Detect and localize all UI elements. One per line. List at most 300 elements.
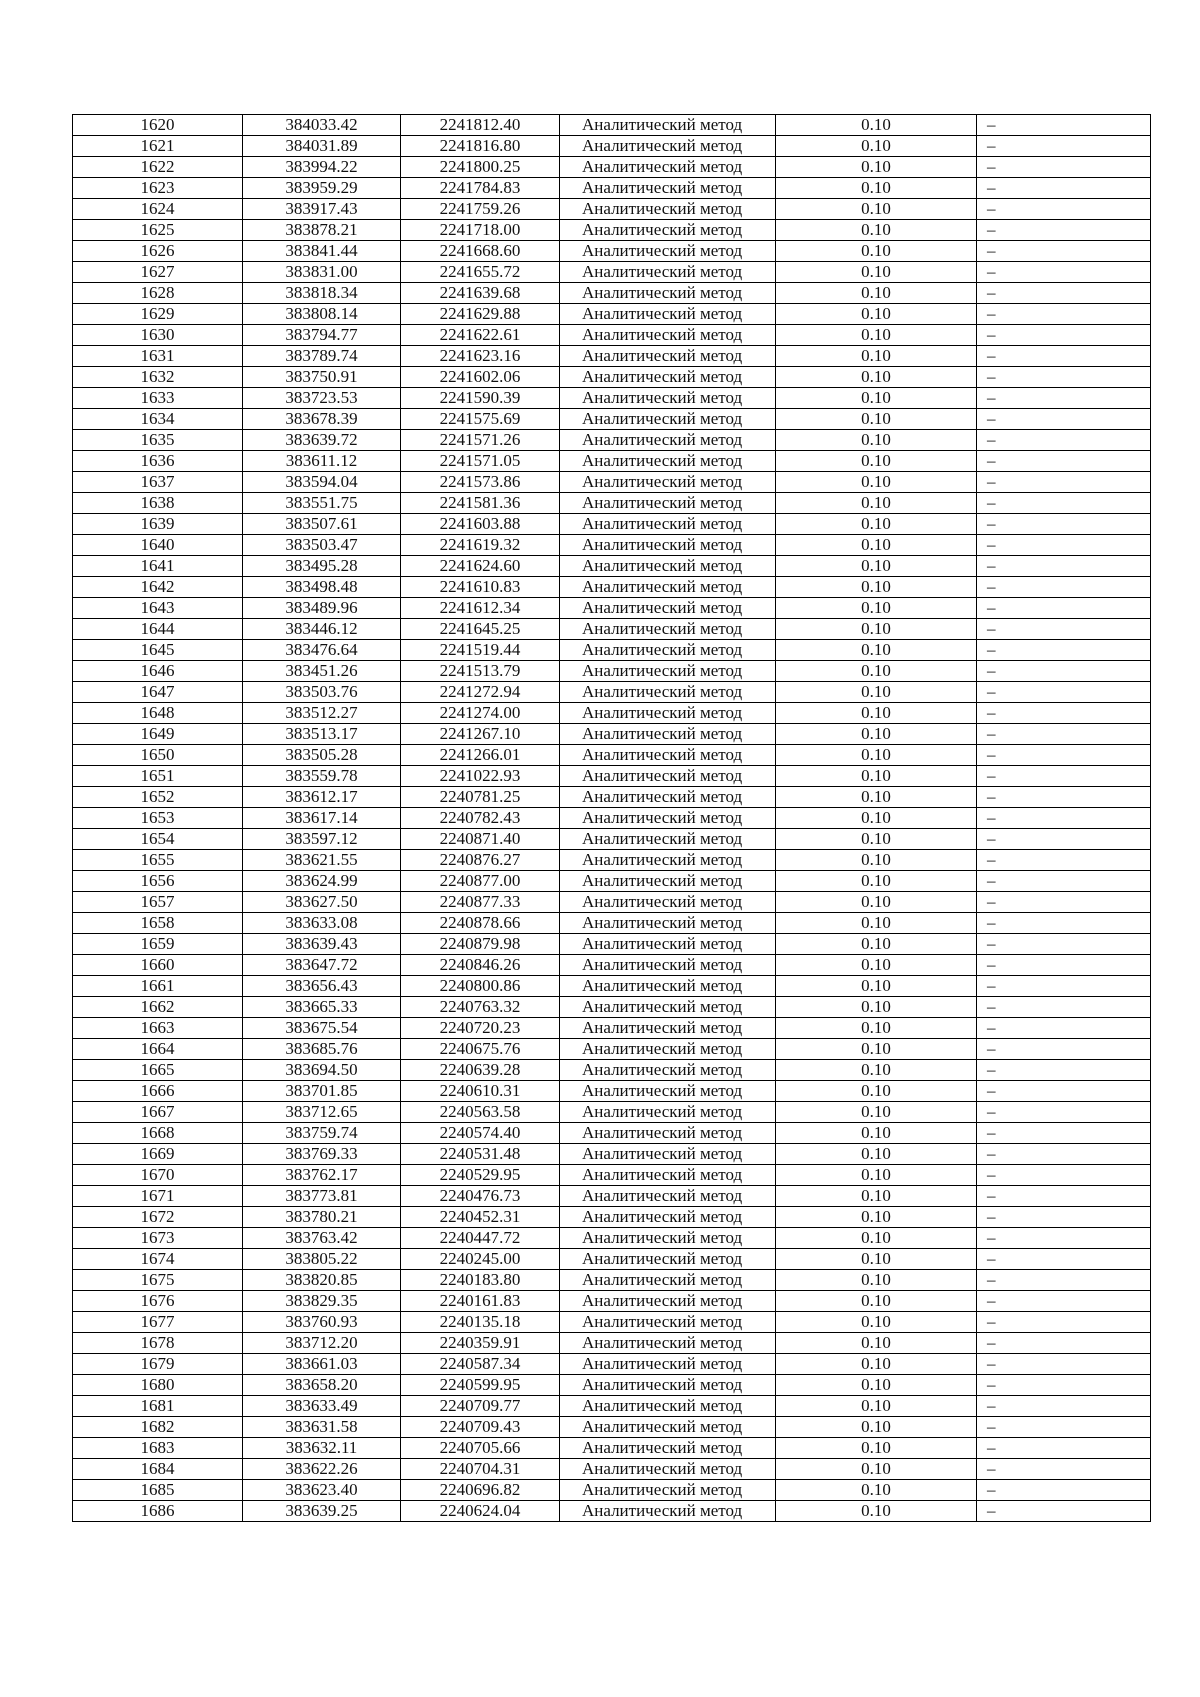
table-row [73,1396,1151,1417]
x-coordinate-cell: 383780.21 [243,1207,401,1228]
table-row [73,787,1151,808]
method-cell: Аналитический метод [560,1480,776,1501]
method-cell: Аналитический метод [560,955,776,976]
x-coordinate-cell: 383503.76 [243,682,401,703]
table-row [73,157,1151,178]
x-coordinate-cell: 384033.42 [243,115,401,136]
table-row [73,1312,1151,1333]
method-cell: Аналитический метод [560,598,776,619]
note-cell: – [977,199,1151,220]
x-coordinate-cell: 383476.64 [243,640,401,661]
note-cell: – [977,1207,1151,1228]
x-coordinate-cell: 383621.55 [243,850,401,871]
method-cell: Аналитический метод [560,1459,776,1480]
y-coordinate-cell: 2240161.83 [401,1291,560,1312]
note-cell: – [977,934,1151,955]
method-cell: Аналитический метод [560,493,776,514]
note-cell: – [977,283,1151,304]
table-row [73,472,1151,493]
method-cell: Аналитический метод [560,808,776,829]
table-row [73,871,1151,892]
table-row [73,1417,1151,1438]
accuracy-cell: 0.10 [776,346,977,367]
y-coordinate-cell: 2241784.83 [401,178,560,199]
y-coordinate-cell: 2241612.34 [401,598,560,619]
method-cell: Аналитический метод [560,724,776,745]
x-coordinate-cell: 383750.91 [243,367,401,388]
point-number-cell: 1658 [73,913,243,934]
point-number-cell: 1651 [73,766,243,787]
method-cell: Аналитический метод [560,1312,776,1333]
table-row [73,1354,1151,1375]
point-number-cell: 1685 [73,1480,243,1501]
y-coordinate-cell: 2241272.94 [401,682,560,703]
accuracy-cell: 0.10 [776,493,977,514]
x-coordinate-cell: 383512.27 [243,703,401,724]
y-coordinate-cell: 2241266.01 [401,745,560,766]
table-row [73,115,1151,136]
accuracy-cell: 0.10 [776,640,977,661]
note-cell: – [977,871,1151,892]
method-cell: Аналитический метод [560,661,776,682]
accuracy-cell: 0.10 [776,472,977,493]
note-cell: – [977,1438,1151,1459]
note-cell: – [977,703,1151,724]
table-row [73,1438,1151,1459]
table-row [73,1123,1151,1144]
table-row [73,619,1151,640]
y-coordinate-cell: 2240610.31 [401,1081,560,1102]
method-cell: Аналитический метод [560,409,776,430]
point-number-cell: 1642 [73,577,243,598]
y-coordinate-cell: 2240876.27 [401,850,560,871]
method-cell: Аналитический метод [560,934,776,955]
x-coordinate-cell: 384031.89 [243,136,401,157]
note-cell: – [977,472,1151,493]
y-coordinate-cell: 2240599.95 [401,1375,560,1396]
note-cell: – [977,136,1151,157]
table-row [73,367,1151,388]
table-row [73,1228,1151,1249]
table-row [73,724,1151,745]
method-cell: Аналитический метод [560,220,776,241]
point-number-cell: 1670 [73,1165,243,1186]
point-number-cell: 1676 [73,1291,243,1312]
point-number-cell: 1664 [73,1039,243,1060]
accuracy-cell: 0.10 [776,178,977,199]
y-coordinate-cell: 2241816.80 [401,136,560,157]
y-coordinate-cell: 2240183.80 [401,1270,560,1291]
x-coordinate-cell: 383794.77 [243,325,401,346]
note-cell: – [977,1123,1151,1144]
y-coordinate-cell: 2241624.60 [401,556,560,577]
note-cell: – [977,493,1151,514]
method-cell: Аналитический метод [560,892,776,913]
point-number-cell: 1629 [73,304,243,325]
method-cell: Аналитический метод [560,1438,776,1459]
y-coordinate-cell: 2240705.66 [401,1438,560,1459]
note-cell: – [977,724,1151,745]
x-coordinate-cell: 383917.43 [243,199,401,220]
point-number-cell: 1656 [73,871,243,892]
accuracy-cell: 0.10 [776,157,977,178]
method-cell: Аналитический метод [560,367,776,388]
y-coordinate-cell: 2240709.43 [401,1417,560,1438]
point-number-cell: 1657 [73,892,243,913]
note-cell: – [977,325,1151,346]
accuracy-cell: 0.10 [776,892,977,913]
note-cell: – [977,850,1151,871]
x-coordinate-cell: 383723.53 [243,388,401,409]
x-coordinate-cell: 383820.85 [243,1270,401,1291]
table-row [73,514,1151,535]
method-cell: Аналитический метод [560,1102,776,1123]
note-cell: – [977,1249,1151,1270]
x-coordinate-cell: 383789.74 [243,346,401,367]
x-coordinate-cell: 383559.78 [243,766,401,787]
point-number-cell: 1621 [73,136,243,157]
point-number-cell: 1680 [73,1375,243,1396]
point-number-cell: 1635 [73,430,243,451]
note-cell: – [977,115,1151,136]
method-cell: Аналитический метод [560,1249,776,1270]
note-cell: – [977,514,1151,535]
note-cell: – [977,892,1151,913]
point-number-cell: 1654 [73,829,243,850]
y-coordinate-cell: 2241603.88 [401,514,560,535]
accuracy-cell: 0.10 [776,766,977,787]
note-cell: – [977,157,1151,178]
y-coordinate-cell: 2240245.00 [401,1249,560,1270]
accuracy-cell: 0.10 [776,1249,977,1270]
y-coordinate-cell: 2241759.26 [401,199,560,220]
point-number-cell: 1620 [73,115,243,136]
method-cell: Аналитический метод [560,262,776,283]
y-coordinate-cell: 2240782.43 [401,808,560,829]
point-number-cell: 1672 [73,1207,243,1228]
table-row [73,661,1151,682]
accuracy-cell: 0.10 [776,598,977,619]
note-cell: – [977,1375,1151,1396]
method-cell: Аналитический метод [560,430,776,451]
method-cell: Аналитический метод [560,136,776,157]
x-coordinate-cell: 383624.99 [243,871,401,892]
y-coordinate-cell: 2240800.86 [401,976,560,997]
accuracy-cell: 0.10 [776,1081,977,1102]
x-coordinate-cell: 383665.33 [243,997,401,1018]
table-row [73,283,1151,304]
point-number-cell: 1677 [73,1312,243,1333]
method-cell: Аналитический метод [560,745,776,766]
point-number-cell: 1643 [73,598,243,619]
point-number-cell: 1646 [73,661,243,682]
table-row [73,220,1151,241]
y-coordinate-cell: 2241812.40 [401,115,560,136]
accuracy-cell: 0.10 [776,934,977,955]
y-coordinate-cell: 2240877.00 [401,871,560,892]
note-cell: – [977,1480,1151,1501]
point-number-cell: 1655 [73,850,243,871]
method-cell: Аналитический метод [560,682,776,703]
x-coordinate-cell: 383769.33 [243,1144,401,1165]
table-row [73,892,1151,913]
x-coordinate-cell: 383701.85 [243,1081,401,1102]
accuracy-cell: 0.10 [776,787,977,808]
x-coordinate-cell: 383675.54 [243,1018,401,1039]
accuracy-cell: 0.10 [776,1333,977,1354]
method-cell: Аналитический метод [560,619,776,640]
point-number-cell: 1644 [73,619,243,640]
method-cell: Аналитический метод [560,829,776,850]
method-cell: Аналитический метод [560,976,776,997]
x-coordinate-cell: 383656.43 [243,976,401,997]
accuracy-cell: 0.10 [776,430,977,451]
x-coordinate-cell: 383633.08 [243,913,401,934]
method-cell: Аналитический метод [560,472,776,493]
accuracy-cell: 0.10 [776,703,977,724]
point-number-cell: 1678 [73,1333,243,1354]
note-cell: – [977,409,1151,430]
method-cell: Аналитический метод [560,1375,776,1396]
accuracy-cell: 0.10 [776,976,977,997]
accuracy-cell: 0.10 [776,1207,977,1228]
table-row [73,1186,1151,1207]
accuracy-cell: 0.10 [776,1060,977,1081]
point-number-cell: 1627 [73,262,243,283]
method-cell: Аналитический метод [560,178,776,199]
note-cell: – [977,367,1151,388]
accuracy-cell: 0.10 [776,304,977,325]
point-number-cell: 1660 [73,955,243,976]
method-cell: Аналитический метод [560,1165,776,1186]
method-cell: Аналитический метод [560,199,776,220]
method-cell: Аналитический метод [560,241,776,262]
note-cell: – [977,1459,1151,1480]
point-number-cell: 1626 [73,241,243,262]
accuracy-cell: 0.10 [776,1291,977,1312]
accuracy-cell: 0.10 [776,283,977,304]
y-coordinate-cell: 2241610.83 [401,577,560,598]
y-coordinate-cell: 2240447.72 [401,1228,560,1249]
note-cell: – [977,1102,1151,1123]
x-coordinate-cell: 383808.14 [243,304,401,325]
point-number-cell: 1622 [73,157,243,178]
x-coordinate-cell: 383489.96 [243,598,401,619]
x-coordinate-cell: 383446.12 [243,619,401,640]
note-cell: – [977,682,1151,703]
note-cell: – [977,787,1151,808]
point-number-cell: 1628 [73,283,243,304]
note-cell: – [977,577,1151,598]
accuracy-cell: 0.10 [776,220,977,241]
x-coordinate-cell: 383805.22 [243,1249,401,1270]
point-number-cell: 1661 [73,976,243,997]
y-coordinate-cell: 2240675.76 [401,1039,560,1060]
point-number-cell: 1674 [73,1249,243,1270]
note-cell: – [977,1144,1151,1165]
x-coordinate-cell: 383627.50 [243,892,401,913]
method-cell: Аналитический метод [560,115,776,136]
note-cell: – [977,1081,1151,1102]
y-coordinate-cell: 2240563.58 [401,1102,560,1123]
point-number-cell: 1624 [73,199,243,220]
y-coordinate-cell: 2241519.44 [401,640,560,661]
point-number-cell: 1638 [73,493,243,514]
table-row [73,976,1151,997]
table-row [73,1039,1151,1060]
method-cell: Аналитический метод [560,1207,776,1228]
y-coordinate-cell: 2241655.72 [401,262,560,283]
note-cell: – [977,955,1151,976]
coordinates-table [72,114,1151,1522]
note-cell: – [977,178,1151,199]
accuracy-cell: 0.10 [776,808,977,829]
method-cell: Аналитический метод [560,871,776,892]
method-cell: Аналитический метод [560,1081,776,1102]
accuracy-cell: 0.10 [776,1228,977,1249]
table-row [73,1060,1151,1081]
table-row [73,1102,1151,1123]
x-coordinate-cell: 383878.21 [243,220,401,241]
method-cell: Аналитический метод [560,577,776,598]
x-coordinate-cell: 383507.61 [243,514,401,535]
point-number-cell: 1684 [73,1459,243,1480]
point-number-cell: 1637 [73,472,243,493]
table-row [73,703,1151,724]
x-coordinate-cell: 383639.43 [243,934,401,955]
accuracy-cell: 0.10 [776,1480,977,1501]
table-row [73,325,1151,346]
accuracy-cell: 0.10 [776,1018,977,1039]
y-coordinate-cell: 2240359.91 [401,1333,560,1354]
accuracy-cell: 0.10 [776,577,977,598]
y-coordinate-cell: 2241581.36 [401,493,560,514]
table-row [73,241,1151,262]
table-row [73,766,1151,787]
point-number-cell: 1666 [73,1081,243,1102]
method-cell: Аналитический метод [560,640,776,661]
y-coordinate-cell: 2240846.26 [401,955,560,976]
point-number-cell: 1653 [73,808,243,829]
note-cell: – [977,1060,1151,1081]
point-number-cell: 1645 [73,640,243,661]
table-row [73,682,1151,703]
table-row [73,178,1151,199]
table-row [73,1081,1151,1102]
note-cell: – [977,1186,1151,1207]
table-row [73,1165,1151,1186]
point-number-cell: 1659 [73,934,243,955]
accuracy-cell: 0.10 [776,535,977,556]
y-coordinate-cell: 2240878.66 [401,913,560,934]
table-row [73,1270,1151,1291]
accuracy-cell: 0.10 [776,1165,977,1186]
method-cell: Аналитический метод [560,388,776,409]
y-coordinate-cell: 2240476.73 [401,1186,560,1207]
method-cell: Аналитический метод [560,997,776,1018]
method-cell: Аналитический метод [560,913,776,934]
method-cell: Аналитический метод [560,1018,776,1039]
accuracy-cell: 0.10 [776,724,977,745]
method-cell: Аналитический метод [560,283,776,304]
y-coordinate-cell: 2241668.60 [401,241,560,262]
note-cell: – [977,346,1151,367]
table-row [73,1333,1151,1354]
accuracy-cell: 0.10 [776,1354,977,1375]
accuracy-cell: 0.10 [776,409,977,430]
point-number-cell: 1623 [73,178,243,199]
y-coordinate-cell: 2241513.79 [401,661,560,682]
table-body [73,115,1151,1522]
y-coordinate-cell: 2240704.31 [401,1459,560,1480]
accuracy-cell: 0.10 [776,1123,977,1144]
note-cell: – [977,1417,1151,1438]
table-row [73,1207,1151,1228]
x-coordinate-cell: 383617.14 [243,808,401,829]
y-coordinate-cell: 2241573.86 [401,472,560,493]
accuracy-cell: 0.10 [776,661,977,682]
accuracy-cell: 0.10 [776,1459,977,1480]
accuracy-cell: 0.10 [776,1417,977,1438]
method-cell: Аналитический метод [560,1396,776,1417]
table-row [73,1018,1151,1039]
table-row [73,955,1151,976]
y-coordinate-cell: 2241571.26 [401,430,560,451]
accuracy-cell: 0.10 [776,262,977,283]
accuracy-cell: 0.10 [776,850,977,871]
y-coordinate-cell: 2240879.98 [401,934,560,955]
point-number-cell: 1641 [73,556,243,577]
x-coordinate-cell: 383451.26 [243,661,401,682]
accuracy-cell: 0.10 [776,913,977,934]
method-cell: Аналитический метод [560,1186,776,1207]
y-coordinate-cell: 2240877.33 [401,892,560,913]
method-cell: Аналитический метод [560,157,776,178]
accuracy-cell: 0.10 [776,325,977,346]
table-row [73,913,1151,934]
note-cell: – [977,388,1151,409]
x-coordinate-cell: 383495.28 [243,556,401,577]
y-coordinate-cell: 2241623.16 [401,346,560,367]
y-coordinate-cell: 2240452.31 [401,1207,560,1228]
accuracy-cell: 0.10 [776,1039,977,1060]
y-coordinate-cell: 2241575.69 [401,409,560,430]
point-number-cell: 1681 [73,1396,243,1417]
note-cell: – [977,262,1151,283]
point-number-cell: 1630 [73,325,243,346]
point-number-cell: 1636 [73,451,243,472]
note-cell: – [977,997,1151,1018]
method-cell: Аналитический метод [560,1060,776,1081]
accuracy-cell: 0.10 [776,199,977,220]
note-cell: – [977,1312,1151,1333]
accuracy-cell: 0.10 [776,997,977,1018]
method-cell: Аналитический метод [560,1123,776,1144]
table-row [73,451,1151,472]
method-cell: Аналитический метод [560,1291,776,1312]
y-coordinate-cell: 2240587.34 [401,1354,560,1375]
x-coordinate-cell: 383994.22 [243,157,401,178]
y-coordinate-cell: 2240871.40 [401,829,560,850]
accuracy-cell: 0.10 [776,514,977,535]
accuracy-cell: 0.10 [776,1375,977,1396]
y-coordinate-cell: 2241629.88 [401,304,560,325]
x-coordinate-cell: 383829.35 [243,1291,401,1312]
table-row [73,850,1151,871]
y-coordinate-cell: 2240639.28 [401,1060,560,1081]
x-coordinate-cell: 383712.65 [243,1102,401,1123]
y-coordinate-cell: 2241800.25 [401,157,560,178]
